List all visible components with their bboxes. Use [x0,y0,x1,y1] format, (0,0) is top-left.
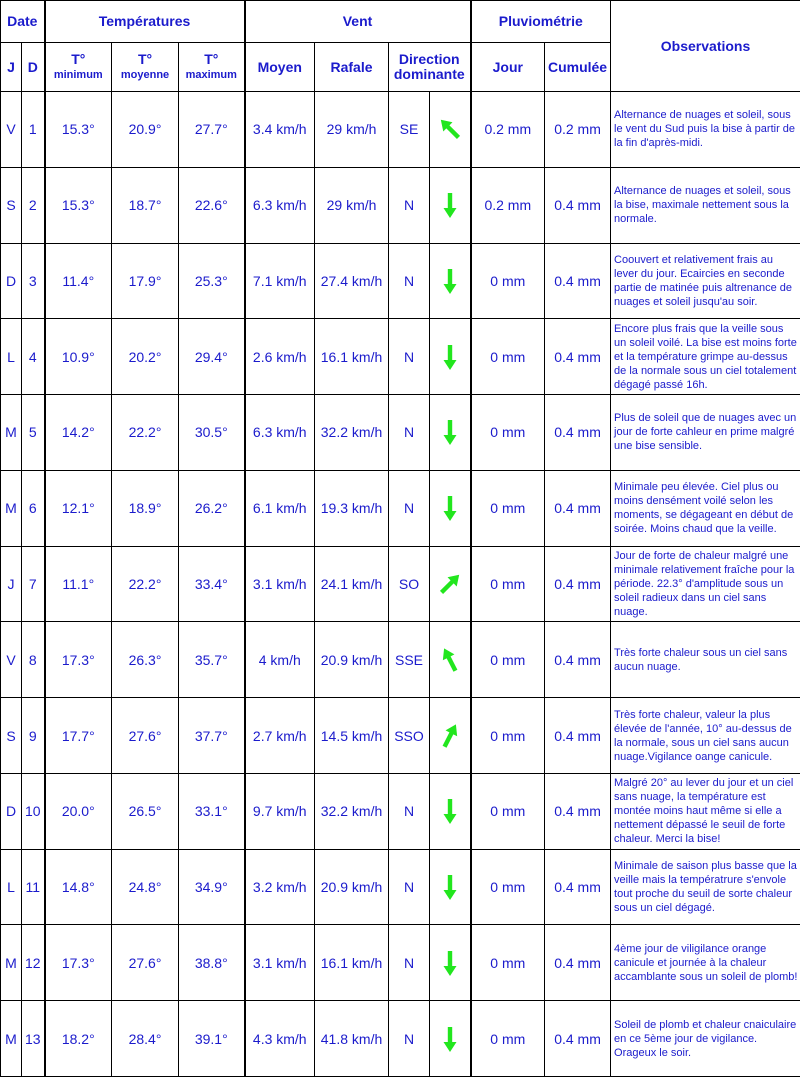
header-moyen: Moyen [245,43,315,92]
rain-cumulative: 0.4 mm [545,319,611,395]
wind-arrow-icon [435,1024,465,1054]
table-row [1,167,800,243]
table-row [1,470,800,546]
day-number: 7 [22,546,45,622]
temp-max: 39.1° [179,1001,245,1077]
header-direction-label: Direction [398,51,460,67]
wind-direction: SSE [389,622,430,698]
rain-day: 0 mm [471,925,545,1001]
table-row [1,546,800,622]
wind-avg: 6.3 km/h [245,395,315,471]
wind-arrow-shape [443,951,456,976]
temp-min: 14.2° [45,395,112,471]
wind-arrow-cell [430,92,471,168]
wind-arrow-cell [430,243,471,319]
day-letter: V [1,92,22,168]
wind-gust: 27.4 km/h [315,243,389,319]
wind-arrow-shape [443,1027,456,1052]
wind-gust: 14.5 km/h [315,698,389,774]
wind-arrow-icon [435,721,465,751]
rain-day: 0 mm [471,243,545,319]
day-letter: D [1,773,22,849]
wind-gust: 32.2 km/h [315,395,389,471]
temp-min: 17.3° [45,925,112,1001]
header-jour-letter: J [1,43,22,92]
wind-arrow-shape [436,116,463,143]
rain-cumulative: 0.4 mm [545,925,611,1001]
wind-arrow-cell [430,849,471,925]
wind-direction: N [389,470,430,546]
rain-day: 0 mm [471,395,545,471]
rain-cumulative: 0.4 mm [545,243,611,319]
observation-text: Malgré 20° au lever du jour et un ciel sans nuage, la température est montée moins haut même si elle a nettement dépassé le seuil de forte chaleur. Merci la bise! [611,773,800,849]
wind-arrow-icon [435,266,465,296]
temp-max: 22.6° [179,167,245,243]
wind-direction: N [389,395,430,471]
wind-arrow-shape [443,420,456,445]
wind-arrow-shape [443,193,456,218]
wind-gust: 20.9 km/h [315,849,389,925]
temp-min: 15.3° [45,92,112,168]
temp-avg: 20.9° [112,92,179,168]
rain-cumulative: 0.4 mm [545,395,611,471]
rain-cumulative: 0.4 mm [545,546,611,622]
day-letter: D [1,243,22,319]
wind-arrow-shape [438,645,461,673]
wind-direction: N [389,167,430,243]
temp-avg: 18.7° [112,167,179,243]
table-row [1,698,800,774]
temp-max: 37.7° [179,698,245,774]
wind-arrow-cell [430,319,471,395]
rain-cumulative: 0.4 mm [545,470,611,546]
day-letter: L [1,849,22,925]
rain-day: 0.2 mm [471,167,545,243]
temp-avg: 20.2° [112,319,179,395]
day-number: 12 [22,925,45,1001]
temp-avg: 26.3° [112,622,179,698]
temp-avg: 27.6° [112,698,179,774]
wind-gust: 32.2 km/h [315,773,389,849]
day-letter: S [1,698,22,774]
wind-arrow-icon [435,190,465,220]
table-row [1,849,800,925]
observation-text: Très forte chaleur sous un ciel sans aucun nuage. [611,622,800,698]
wind-arrow-icon [435,417,465,447]
temp-max: 29.4° [179,319,245,395]
rain-cumulative: 0.2 mm [545,92,611,168]
temp-max: 25.3° [179,243,245,319]
observation-text: Alternance de nuages et soleil, sous le vent du Sud puis la bise à partir de la fin d'après-midi. [611,92,800,168]
wind-arrow-shape [443,269,456,294]
temp-min: 12.1° [45,470,112,546]
header-cumulee: Cumulée [545,43,611,92]
observation-text: Alternance de nuages et soleil, sous la bise, maximale nettement sous la normale. [611,167,800,243]
wind-arrow-shape [443,496,456,521]
rain-cumulative: 0.4 mm [545,1001,611,1077]
wind-direction: N [389,849,430,925]
table-row [1,773,800,849]
temp-max: 33.1° [179,773,245,849]
temp-avg: 17.9° [112,243,179,319]
table-row [1,92,800,168]
wind-avg: 3.2 km/h [245,849,315,925]
wind-arrow-cell [430,470,471,546]
temp-max: 33.4° [179,546,245,622]
temp-max: 38.8° [179,925,245,1001]
wind-arrow-icon [435,645,465,675]
wind-arrow-cell [430,395,471,471]
wind-avg: 6.3 km/h [245,167,315,243]
observation-text: Soleil de plomb et chaleur cnaiculaire en ce 5ème jour de vigilance. Orageux le soir. [611,1001,800,1077]
rain-day: 0 mm [471,773,545,849]
header-direction [389,43,471,92]
temp-min: 18.2° [45,1001,112,1077]
header-tmax [179,43,245,92]
rain-day: 0 mm [471,1001,545,1077]
wind-gust: 19.3 km/h [315,470,389,546]
wind-avg: 3.1 km/h [245,925,315,1001]
observation-text: Plus de soleil que de nuages avec un jour de forte cahleur en prime malgré une bise sensible. [611,395,800,471]
header-jour: Jour [471,43,545,92]
wind-gust: 41.8 km/h [315,1001,389,1077]
day-number: 2 [22,167,45,243]
wind-gust: 20.9 km/h [315,622,389,698]
wind-arrow-cell [430,622,471,698]
rain-day: 0 mm [471,470,545,546]
wind-avg: 2.7 km/h [245,698,315,774]
wind-avg: 3.1 km/h [245,546,315,622]
temp-avg: 22.2° [112,395,179,471]
wind-gust: 16.1 km/h [315,319,389,395]
wind-avg: 4.3 km/h [245,1001,315,1077]
header-tmoy-label: moyenne [120,68,170,81]
temp-max: 27.7° [179,92,245,168]
day-letter: M [1,1001,22,1077]
rain-cumulative: 0.4 mm [545,698,611,774]
header-dominante-label: dominante [393,66,465,82]
wind-gust: 29 km/h [315,167,389,243]
temp-min: 11.4° [45,243,112,319]
header-tmax-symbol: T° [204,50,219,67]
table-row [1,622,800,698]
temp-min: 11.1° [45,546,112,622]
header-tmin-label: minimum [53,68,103,81]
day-letter: M [1,925,22,1001]
day-number: 3 [22,243,45,319]
table-row [1,395,800,471]
observation-text: Très forte chaleur, valeur la plus élevée de l'année, 10° au-dessus de la normale, sous un ciel sans aucun nuage.Vigilance oange canicule. [611,698,800,774]
wind-arrow-shape [439,721,462,749]
header-pluviometrie: Pluviométrie [471,1,611,43]
header-vent: Vent [245,1,471,43]
wind-gust: 29 km/h [315,92,389,168]
wind-avg: 6.1 km/h [245,470,315,546]
wind-gust: 16.1 km/h [315,925,389,1001]
wind-arrow-shape [437,570,464,597]
observation-text: Jour de forte de chaleur malgré une minimale relativement fraîche pour la période. 22.3° d'amplitude sous un soleil radieux dans un ciel sans nuage. [611,546,800,622]
temp-min: 17.3° [45,622,112,698]
wind-arrow-cell [430,773,471,849]
day-number: 10 [22,773,45,849]
header-observations: Observations [611,1,800,92]
day-letter: M [1,470,22,546]
rain-cumulative: 0.4 mm [545,773,611,849]
wind-avg: 7.1 km/h [245,243,315,319]
temp-min: 15.3° [45,167,112,243]
day-letter: M [1,395,22,471]
header-date: Date [1,1,45,43]
rain-cumulative: 0.4 mm [545,167,611,243]
wind-arrow-icon [435,948,465,978]
wind-direction: N [389,1001,430,1077]
temp-max: 30.5° [179,395,245,471]
day-letter: J [1,546,22,622]
observation-text: Encore plus frais que la veille sous un soleil voilé. La bise est moins forte et la température grimpe au-dessus de la normale sous un ciel totalement dégagé passé 16h. [611,319,800,395]
temp-avg: 26.5° [112,773,179,849]
wind-avg: 4 km/h [245,622,315,698]
observation-text: Minimale de saison plus basse que la veille mais la températrure s'envole tout proche du seuil de sorte chaleur sous un ciel dégagé. [611,849,800,925]
header-day-number: D [22,43,45,92]
wind-arrow-cell [430,1001,471,1077]
wind-arrow-cell [430,698,471,774]
rain-day: 0 mm [471,698,545,774]
wind-arrow-icon [435,493,465,523]
wind-direction: N [389,925,430,1001]
header-tmax-label: maximum [185,68,237,81]
wind-arrow-icon [435,114,465,144]
day-number: 5 [22,395,45,471]
temp-avg: 22.2° [112,546,179,622]
wind-avg: 2.6 km/h [245,319,315,395]
table-row [1,925,800,1001]
wind-avg: 9.7 km/h [245,773,315,849]
day-number: 1 [22,92,45,168]
header-tmoy-symbol: T° [137,50,153,67]
temp-avg: 27.6° [112,925,179,1001]
wind-arrow-icon [435,569,465,599]
day-number: 6 [22,470,45,546]
temp-avg: 18.9° [112,470,179,546]
table-row [1,243,800,319]
wind-direction: N [389,243,430,319]
observation-text: Minimale peu élevée. Ciel plus ou moins densément voilé selon les moments, se dégageant en début de soirée. Moins chaud que la veille. [611,470,800,546]
day-number: 8 [22,622,45,698]
rain-day: 0 mm [471,622,545,698]
wind-arrow-shape [443,799,456,824]
wind-direction: SE [389,92,430,168]
day-letter: S [1,167,22,243]
wind-direction: N [389,773,430,849]
table-row [1,319,800,395]
header-temperatures: Températures [45,1,245,43]
temp-max: 35.7° [179,622,245,698]
temp-min: 20.0° [45,773,112,849]
wind-direction: N [389,319,430,395]
table-row [1,1001,800,1077]
observation-text: 4ème jour de viligilance orange canicule et journée à la chaleur accamblante sous un soleil de plomb! [611,925,800,1001]
wind-gust: 24.1 km/h [315,546,389,622]
temp-max: 26.2° [179,470,245,546]
temp-min: 17.7° [45,698,112,774]
day-letter: L [1,319,22,395]
rain-cumulative: 0.4 mm [545,849,611,925]
temp-max: 34.9° [179,849,245,925]
rain-day: 0 mm [471,546,545,622]
temp-avg: 24.8° [112,849,179,925]
header-tmin-symbol: T° [71,50,86,67]
day-number: 9 [22,698,45,774]
temp-avg: 28.4° [112,1001,179,1077]
rain-day: 0 mm [471,849,545,925]
wind-avg: 3.4 km/h [245,92,315,168]
wind-arrow-icon [435,872,465,902]
wind-arrow-icon [435,342,465,372]
wind-direction: SSO [389,698,430,774]
wind-arrow-cell [430,167,471,243]
wind-arrow-shape [443,345,456,370]
wind-arrow-cell [430,925,471,1001]
header-tmoy [112,43,179,92]
rain-day: 0.2 mm [471,92,545,168]
temp-min: 14.8° [45,849,112,925]
wind-arrow-cell [430,546,471,622]
wind-arrow-icon [435,796,465,826]
day-number: 11 [22,849,45,925]
header-rafale: Rafale [315,43,389,92]
temp-min: 10.9° [45,319,112,395]
day-letter: V [1,622,22,698]
header-tmin [45,43,112,92]
day-number: 4 [22,319,45,395]
rain-day: 0 mm [471,319,545,395]
rain-cumulative: 0.4 mm [545,622,611,698]
observation-text: Coouvert et relativement frais au lever du jour. Ecaircies en seconde partie de matinée puis altrenance de nuages et soleil jusqu'au soir. [611,243,800,319]
wind-direction: SO [389,546,430,622]
day-number: 13 [22,1001,45,1077]
wind-arrow-shape [443,875,456,900]
